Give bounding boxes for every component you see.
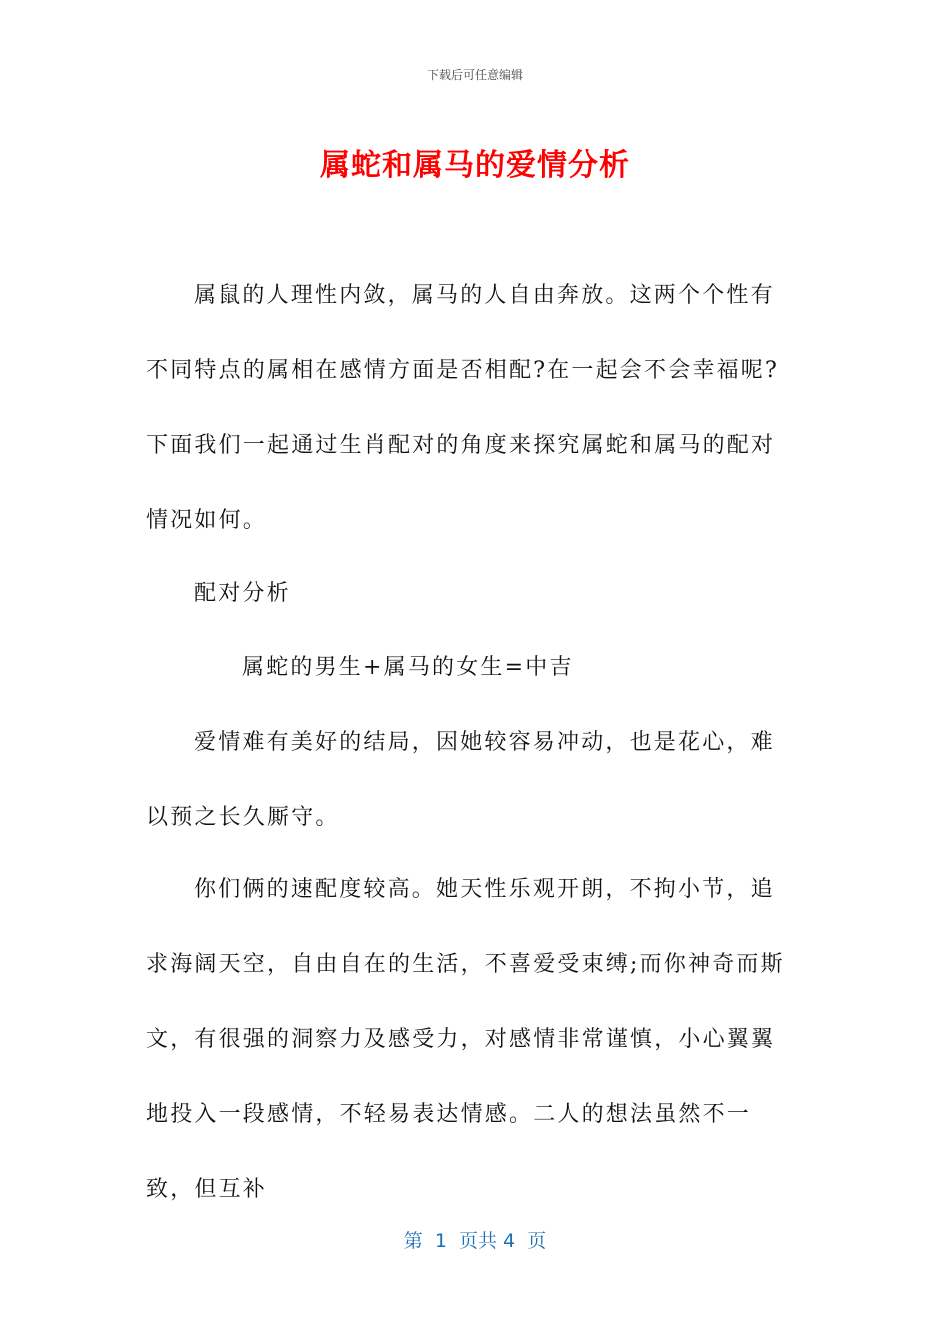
header-note: 下载后可任意编辑 bbox=[426, 68, 523, 82]
intro-paragraph: 属鼠的人理性内敛，属马的人自由奔放。这两个个性有不同特点的属相在感情方面是否相配?在一起会不会幸福呢?下面我们一起通过生肖配对的角度来探究属蛇和属马的配对情况如何。 bbox=[146, 283, 779, 533]
match-result: 属蛇的男生+属马的女生=中吉 bbox=[242, 655, 574, 680]
document-title: 属蛇和属马的爱情分析 bbox=[320, 148, 630, 183]
page-number-footer: 第 1 页共 4 页 bbox=[403, 1230, 547, 1252]
analysis-paragraph-1: 爱情难有美好的结局，因她较容易冲动，也是花心，难以预之长久厮守。 bbox=[146, 730, 775, 830]
section-subheading: 配对分析 bbox=[194, 581, 291, 606]
analysis-paragraph-2: 你们俩的速配度较高。她天性乐观开朗，不拘小节，追求海阔天空，自由自在的生活，不喜爱受束缚;而你神奇而斯文，有很强的洞察力及感受力，对感情非常谨慎，小心翼翼地投入一段感情，不轻易表达情感。二人的想法虽然不一致，但互补 bbox=[146, 877, 785, 1202]
